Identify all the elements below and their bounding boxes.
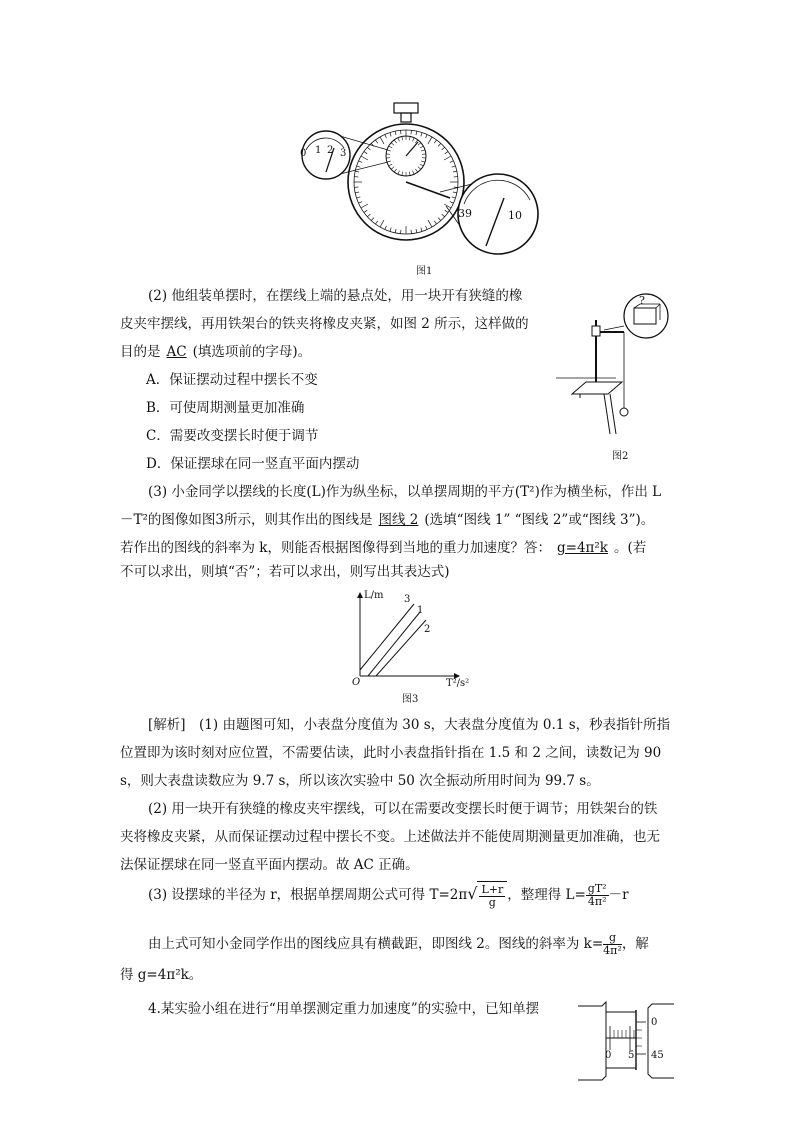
analysis-p4-prefix: 由上式可知小金同学作出的图线应具有横截距，即图线 2。图线的斜率为 k=	[148, 936, 604, 952]
q2-option-d: D．保证摆球在同一竖直平面内摆动	[146, 456, 360, 472]
analysis-p4	[148, 930, 649, 958]
q3-answer-1: 图线 2	[378, 512, 419, 528]
left-dial-tick-0: 0	[300, 148, 307, 159]
analysis-p3-frac-num: gT²	[587, 882, 607, 895]
micrometer-figure	[576, 996, 676, 1082]
figure-2-caption: 图2	[612, 451, 629, 462]
right-dial-tick-39: 39	[458, 207, 472, 220]
q2-line-3	[120, 343, 311, 361]
fig3-x-axis-label: T²/s²	[446, 678, 470, 689]
analysis-p2-line-3: 法保证摆球在同一竖直平面内摆动。故 AC 正确。	[120, 857, 419, 873]
q2-answer: AC	[166, 344, 187, 360]
q2-line-1: (2) 他组装单摆时，在摆线上端的悬点处，用一块开有狭缝的橡	[148, 288, 523, 304]
fig3-y-axis-label: L/m	[364, 590, 384, 601]
q3-line3-suffix: 。(若	[614, 540, 647, 556]
q3-answer-2: g=4π²k	[556, 540, 608, 556]
micrometer-main-5: 5	[628, 1050, 635, 1061]
fig3-origin: O	[352, 677, 361, 688]
q3-line-2	[120, 511, 654, 529]
fig3-line-label-1: 1	[417, 605, 424, 616]
left-dial-tick-1: 1	[315, 145, 322, 156]
analysis-p3-mid: ，整理得 L=	[507, 887, 586, 903]
q2-option-a: A．保证摆动过程中摆长不变	[146, 372, 318, 388]
fig2-question-mark: ?	[639, 294, 645, 307]
q3-line-3	[120, 539, 646, 557]
left-dial-tick-2: 2	[327, 145, 334, 156]
q2-line3-suffix: (填选项前的字母)。	[192, 344, 312, 360]
q3-line-1: (3) 小金同学以摆线的长度(L)作为纵坐标，以单摆周期的平方(T²)作为横坐标，作出 L	[148, 484, 662, 500]
analysis-p1-line-2: 位置即为该时刻对应位置，不需要估读，此时小表盘指针指在 1.5 和 2 之间，读数记为 90	[120, 745, 662, 761]
right-dial-tick-10: 10	[508, 209, 522, 222]
micrometer-main-0: 0	[605, 1050, 612, 1061]
analysis-p3-prefix: (3) 设摆球的半径为 r，根据单摆周期公式可得 T=2π	[148, 887, 468, 903]
analysis-p4-line-2: 得 g=4π²k。	[120, 967, 203, 983]
analysis-p4-frac-den: 4π²	[603, 944, 622, 957]
fig3-line-label-3: 3	[404, 594, 411, 605]
figure-1-caption: 图1	[416, 266, 433, 277]
stopwatch-figure	[290, 100, 560, 260]
q2-option-c: C．需要改变摆长时便于调节	[146, 428, 319, 444]
iron-stand-figure	[556, 290, 686, 440]
micrometer-thimble-45: 45	[651, 1050, 664, 1061]
q3-line2-prefix: －T²的图像如图3所示，则其作出的图线是	[120, 512, 373, 528]
l-t2-graph	[340, 590, 470, 690]
q2-line3-prefix: 目的是	[120, 344, 161, 360]
analysis-p3-sqrt-den: g	[488, 896, 496, 909]
analysis-p3-frac-den: 4π²	[587, 895, 607, 908]
analysis-p1-line-1: [解析] (1) 由题图可知，小表盘分度值为 30 s，大表盘分度值为 0.1 s，秒表指针所指	[148, 717, 671, 733]
q4-line-1: 4.某实验小组在进行“用单摆测定重力加速度”的实验中，已知单摆	[148, 1001, 540, 1017]
left-dial-tick-3: 3	[340, 148, 347, 159]
q3-line3-prefix: 若作出的图线的斜率为 k，则能否根据图像得到当地的重力加速度？答：	[120, 540, 551, 556]
analysis-p4-frac-num: g	[603, 932, 622, 945]
analysis-p3: (3) 设摆球的半径为 r，根据单摆周期公式可得 T=2π√ $\frac{L+r}{g}$ ，整理得 L= $\frac{\text{gT²}}{\text{4π²}}$ －r	[148, 882, 629, 909]
analysis-p2-line-1: (2) 用一块开有狭缝的橡皮夹牢摆线，可以在需要改变摆长时便于调节；用铁架台的铁	[148, 801, 658, 817]
figure-3-caption: 图3	[402, 694, 419, 705]
micrometer-thimble-0: 0	[651, 1017, 658, 1028]
analysis-p1-line-3: s，则大表盘读数应为 9.7 s，所以该次实验中 50 次全振动所用时间为 99.7 s。	[120, 773, 600, 789]
analysis-p3-sqrt-num: L+r	[481, 883, 504, 896]
analysis-p2-line-2: 夹将橡皮夹紧，从而保证摆动过程中摆长不变。上述做法并不能使周期测量更加准确，也无	[120, 829, 660, 845]
analysis-p3-suffix: －r	[608, 887, 629, 903]
q2-option-b: B．可使周期测量更加准确	[146, 400, 305, 416]
fig3-line-label-2: 2	[424, 624, 431, 635]
q2-line-2: 皮夹牢摆线，再用铁架台的铁夹将橡皮夹紧，如图 2 所示，这样做的	[120, 316, 529, 332]
q3-line2-suffix: (选填“图线 1” “图线 2”或“图线 3”)。	[424, 512, 655, 528]
q3-line-4: 不可以求出，则填“否”；若可以求出，则写出其表达式)	[120, 564, 450, 580]
analysis-p4-suffix: ，解	[621, 936, 649, 952]
